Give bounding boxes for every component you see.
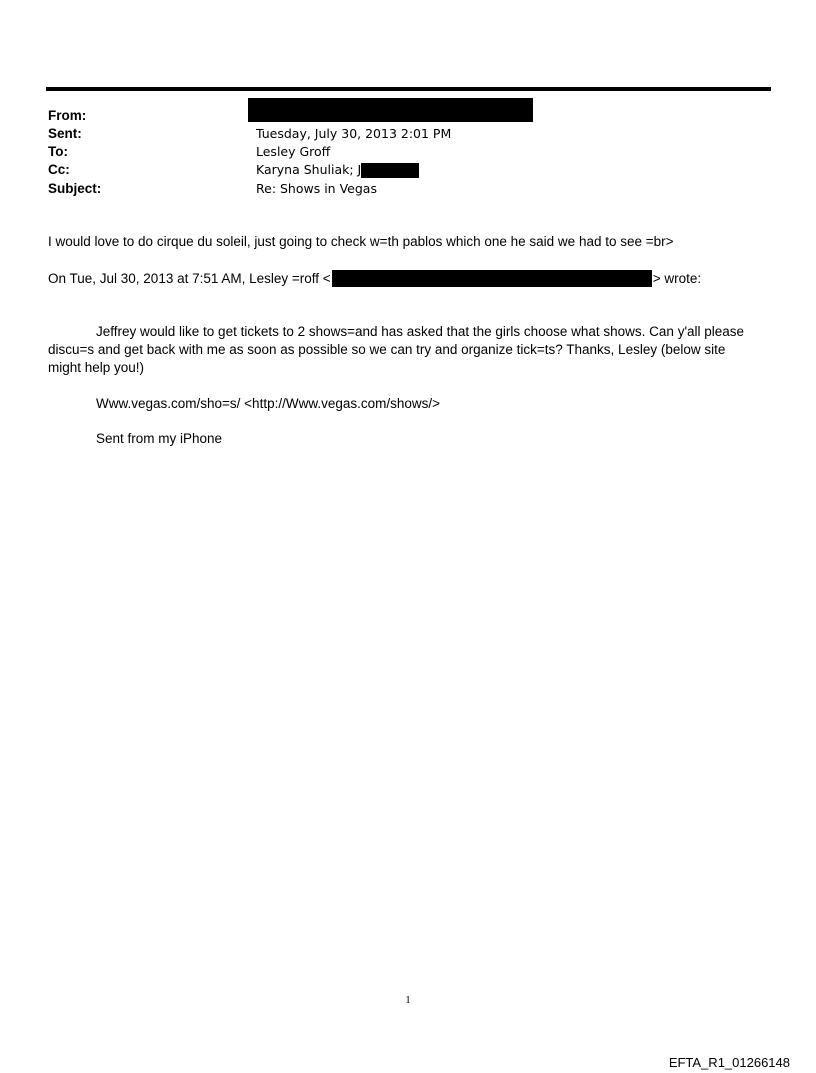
redaction-email xyxy=(332,270,652,287)
quoted-link: Www.vegas.com/sho=s/ <http://Www.vegas.com/shows/> xyxy=(96,396,441,411)
to-value: Lesley Groff xyxy=(256,144,331,159)
cc-row xyxy=(48,161,768,179)
header-divider xyxy=(46,87,771,91)
redaction-from xyxy=(248,98,533,122)
page-number: 1 xyxy=(405,994,411,1006)
to-label: To: xyxy=(48,144,68,159)
sent-row xyxy=(48,125,768,143)
quote-intro-after: > wrote: xyxy=(652,271,702,286)
redaction-cc xyxy=(361,163,419,178)
cc-value: Karyna Shuliak; J xyxy=(256,162,362,177)
subject-label: Subject: xyxy=(48,181,102,196)
quote-intro-before: On Tue, Jul 30, 2013 at 7:51 AM, Lesley =roff < xyxy=(48,271,331,286)
sent-value: Tuesday, July 30, 2013 2:01 PM xyxy=(256,126,452,141)
quoted-paragraph: Jeffrey would like to get tickets to 2 shows=and has asked that the girls choose what shows. Can y'all please discu=s and get back with me as soon as possible so we can try and organize tick=ts? Thanks, Lesley (below site might help you!) xyxy=(48,324,745,375)
from-row xyxy=(48,107,768,125)
to-row xyxy=(48,143,768,161)
cc-label: Cc: xyxy=(48,162,70,177)
cc-value-wrap xyxy=(256,161,419,179)
reply-text: I would love to do cirque du soleil, just going to check w=th pablos which one he said we had to see =br> xyxy=(48,234,674,249)
subject-row xyxy=(48,180,768,198)
sent-label: Sent: xyxy=(48,126,82,141)
from-label: From: xyxy=(48,108,87,123)
quoted-signature: Sent from my iPhone xyxy=(96,431,223,446)
subject-value: Re: Shows in Vegas xyxy=(256,181,377,196)
quote-intro xyxy=(48,270,701,288)
document-id: EFTA_R1_01266148 xyxy=(668,1055,790,1070)
